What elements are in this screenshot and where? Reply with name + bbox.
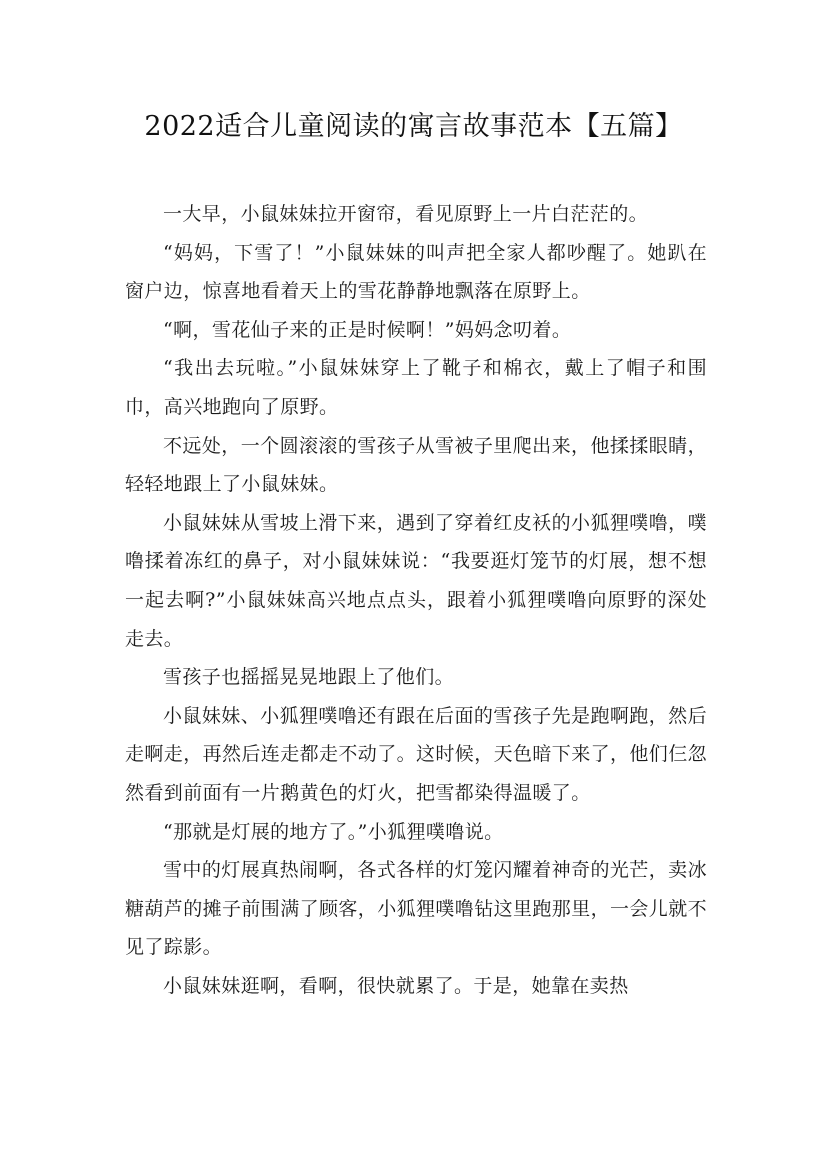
- document-title: 2022适合儿童阅读的寓言故事范本【五篇】: [144, 111, 683, 142]
- paragraph: 小鼠妹妹、小狐狸噗噜还有跟在后面的雪孩子先是跑啊跑，然后走啊走，再然后连走都走不动了。这时候，天色暗下来了，他们仨忽然看到前面有一片鹅黄色的灯火，把雪都染得温暖了。: [125, 704, 708, 804]
- document-body: [125, 195, 707, 1005]
- paragraph: 一大早，小鼠妹妹拉开窗帘，看见原野上一片白茫茫的。: [163, 203, 649, 225]
- paragraph: “那就是灯展的地方了。”小狐狸噗噜说。: [163, 820, 504, 843]
- paragraph: “妈妈，下雪了！”小鼠妹妹的叫声把全家人都吵醒了。她趴在窗户边，惊喜地看着天上的雪花静静地飘落在原野上。: [125, 241, 707, 303]
- paragraph: 雪中的灯展真热闹啊，各式各样的灯笼闪耀着神奇的光芒，卖冰糖葫芦的摊子前围满了顾客，小狐狸噗噜钻这里跑那里，一会儿就不见了踪影。: [125, 859, 708, 959]
- paragraph: 雪孩子也摇摇晃晃地跟上了他们。: [163, 666, 455, 689]
- paragraph: 小鼠妹妹从雪坡上滑下来，遇到了穿着红皮袄的小狐狸噗噜，噗噜揉着冻红的鼻子，对小鼠妹妹说：“我要逛灯笼节的灯展，想不想一起去啊?”小鼠妹妹高兴地点点头，跟着小狐狸噗噜向原野的深处走去。: [125, 511, 707, 650]
- paragraph: “啊，雪花仙子来的正是时候啊！”妈妈念叨着。: [163, 318, 572, 341]
- paragraph: 小鼠妹妹逛啊，看啊，很快就累了。于是，她靠在卖热: [163, 974, 629, 997]
- paragraph: “我出去玩啦。”小鼠妹妹穿上了靴子和棉衣，戴上了帽子和围巾，高兴地跑向了原野。: [125, 357, 707, 418]
- paragraph: 不远处，一个圆滚滚的雪孩子从雪被子里爬出来，他揉揉眼睛，轻轻地跟上了小鼠妹妹。: [125, 434, 707, 496]
